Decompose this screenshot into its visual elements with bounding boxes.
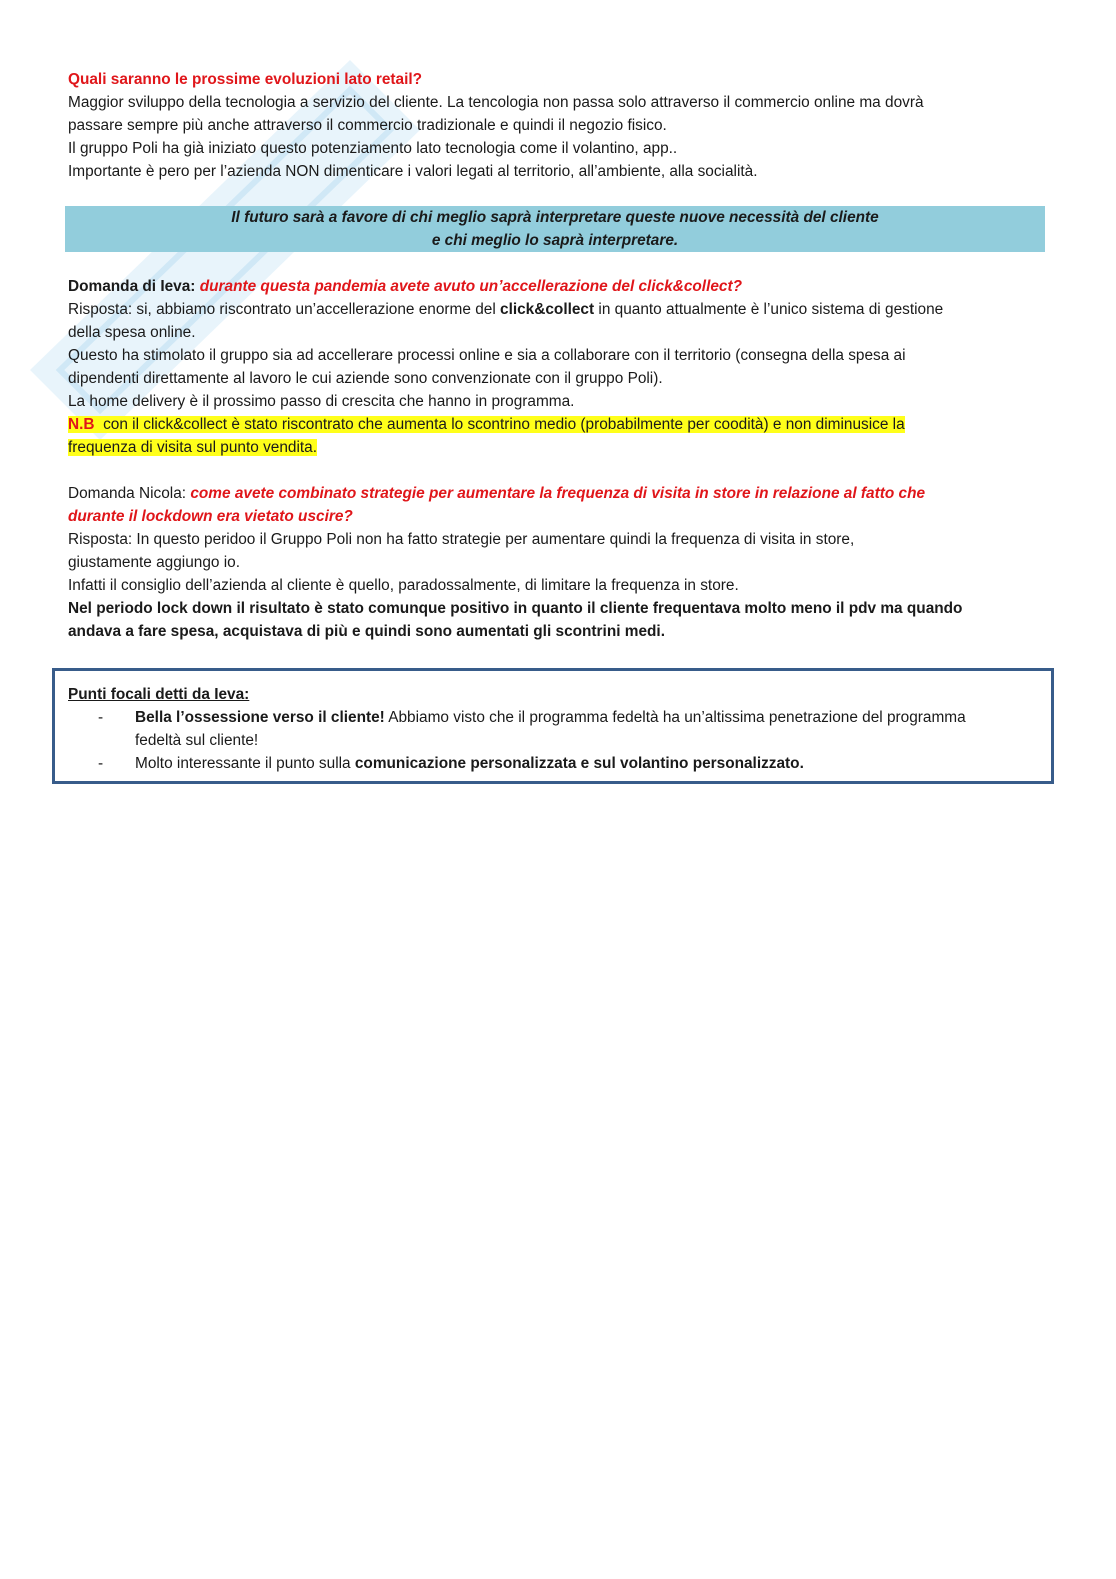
question-text: come avete combinato strategie per aumentare la frequenza di visita in store in relazione al fatto che [190, 485, 926, 502]
answer-text: Risposta: si, abbiamo riscontrato un’accellerazione enorme del [68, 301, 501, 318]
focal-points-box [52, 668, 1054, 784]
dash-bullet: - [98, 709, 104, 726]
list-item [68, 706, 1041, 752]
focal-points-list [68, 706, 1041, 775]
answer-bold-line: andava a fare spesa, acquistava di più e quindi sono aumentati gli scontrini medi. [68, 623, 665, 640]
highlight-banner [65, 206, 1045, 252]
question-nicola [68, 482, 1053, 505]
answer-line [68, 298, 1053, 321]
answer-line: Questo ha stimolato il gruppo sia ad accellerare processi online e sia a collaborare con il territorio (consegna della spesa ai [68, 347, 906, 364]
question-text: durante il lockdown era vietato uscire? [68, 508, 353, 525]
nb-text: con il click&collect è stato riscontrato che aumenta lo scontrino medio (probabilmente per coodità) e non diminusice la [94, 416, 905, 433]
answer-bold: click&collect [500, 301, 595, 318]
nb-line [68, 413, 1053, 436]
question-prefix: Domanda di Ieva: [68, 278, 200, 295]
section1-line: passare sempre più anche attraverso il commercio tradizionale e quindi il negozio fisico. [68, 117, 667, 134]
dash-bullet: - [98, 755, 104, 772]
item-text: Abbiamo visto che il programma fedeltà ha un’altissima penetrazione del programma [384, 709, 966, 726]
box-title: Punti focali detti da Ieva: [68, 686, 250, 703]
item-bold: Bella l’ossessione verso il cliente! [135, 709, 385, 726]
nb-text: frequenza di visita sul punto vendita. [68, 439, 317, 456]
question-ieva [68, 275, 1053, 298]
item-text: Molto interessante il punto sulla [135, 755, 355, 772]
nb-label: N.B [68, 416, 95, 433]
answer-line: giustamente aggiungo io. [68, 554, 240, 571]
list-item [68, 752, 1041, 775]
answer-line: La home delivery è il prossimo passo di crescita che hanno in programma. [68, 393, 575, 410]
banner-line-1: Il futuro sarà a favore di chi meglio saprà interpretare queste nuove necessità del cliente [231, 209, 879, 226]
answer-line: Infatti il consiglio dell’azienda al cliente è quello, paradossalmente, di limitare la frequenza in store. [68, 577, 739, 594]
section1-line: Importante è pero per l’azienda NON dimenticare i valori legati al territorio, all’ambiente, alla socialità. [68, 163, 758, 180]
section1-question: Quali saranno le prossime evoluzioni lato retail? [68, 71, 423, 88]
nb-line [68, 436, 1053, 459]
section1-line: Maggior sviluppo della tecnologia a servizio del cliente. La tencologia non passa solo attraverso il commercio online ma dovrà [68, 94, 924, 111]
answer-text: in quanto attualmente è l’unico sistema di gestione [594, 301, 944, 318]
answer-line: della spesa online. [68, 324, 196, 341]
document-page [68, 68, 1053, 643]
banner-line-2: e chi meglio lo saprà interpretare. [431, 232, 679, 249]
question-prefix: Domanda Nicola: [68, 485, 191, 502]
answer-bold-line: Nel periodo lock down il risultato è stato comunque positivo in quanto il cliente frequentava molto meno il pdv ma quando [68, 600, 963, 617]
item-text: fedeltà sul cliente! [135, 732, 259, 749]
question-text: durante questa pandemia avete avuto un’accellerazione del click&collect? [199, 278, 742, 295]
section1-line: Il gruppo Poli ha già iniziato questo potenziamento lato tecnologia come il volantino, app.. [68, 140, 678, 157]
answer-line: dipendenti direttamente al lavoro le cui aziende sono convenzionate con il gruppo Poli). [68, 370, 663, 387]
answer-line: Risposta: In questo peridoo il Gruppo Poli non ha fatto strategie per aumentare quindi la frequenza di visita in store, [68, 531, 855, 548]
item-bold: comunicazione personalizzata e sul volantino personalizzato. [354, 755, 804, 772]
